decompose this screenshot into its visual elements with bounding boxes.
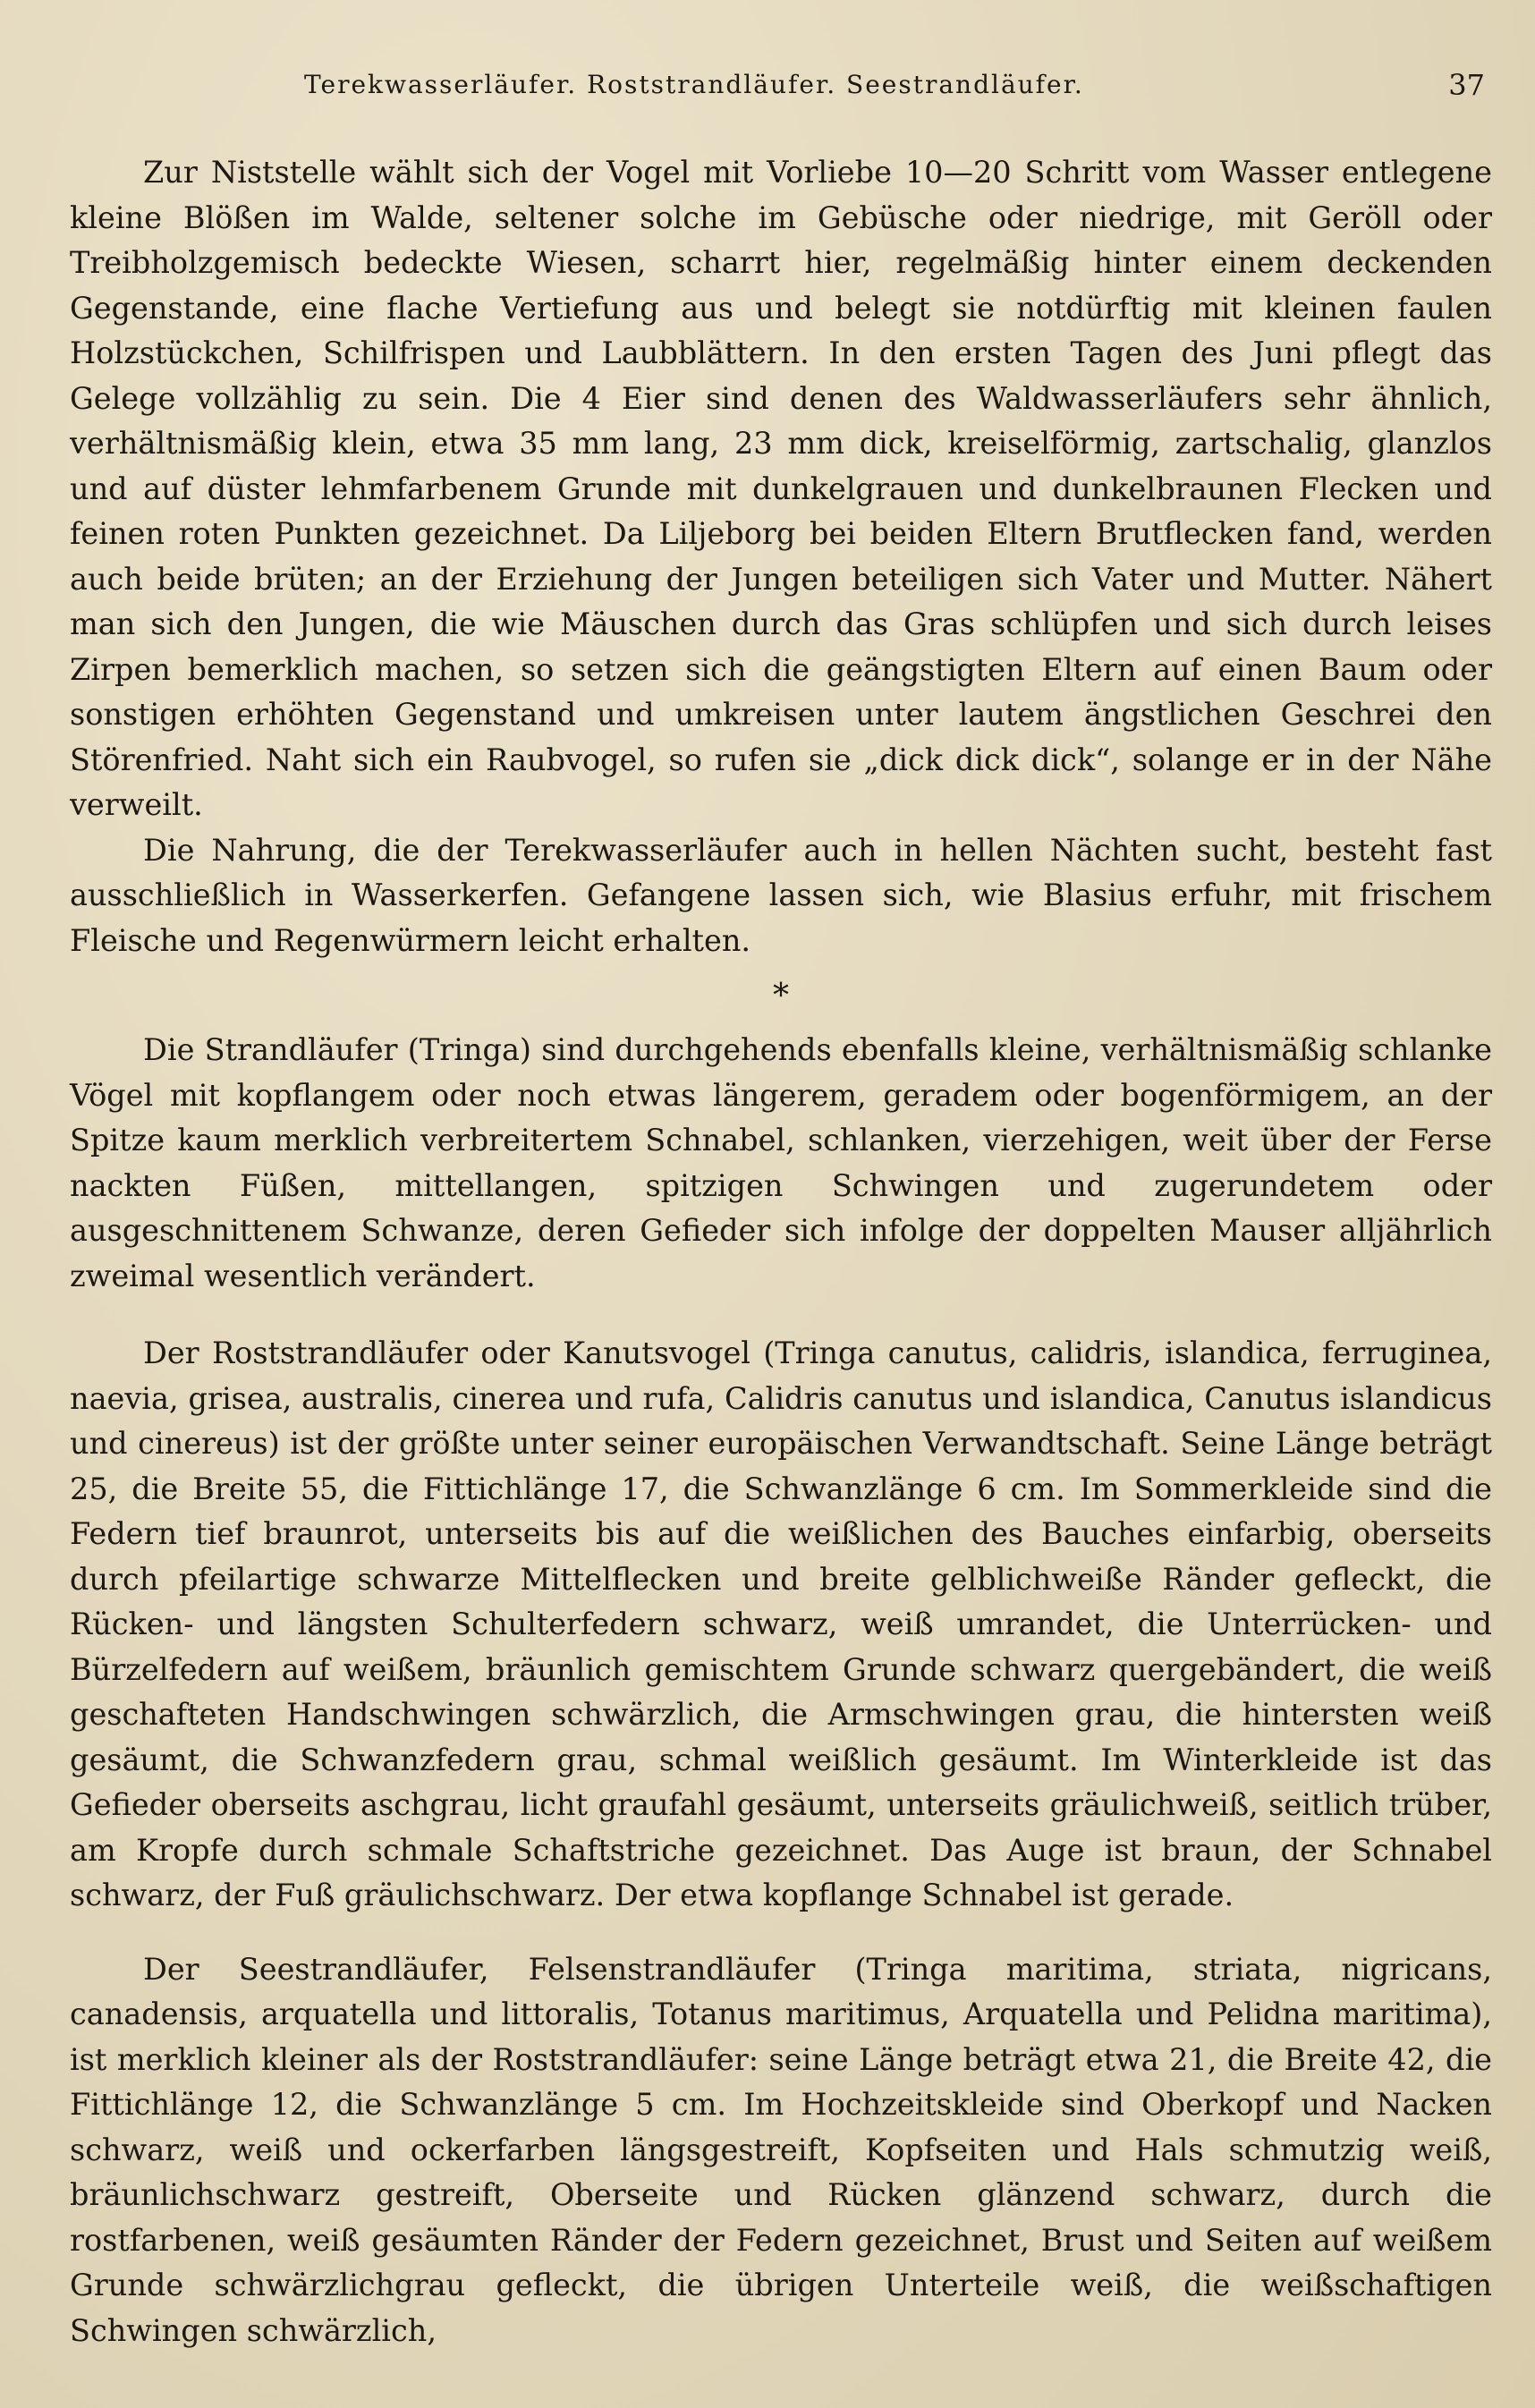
paragraph-seestrandlaeufer: Der Seestrandläufer, Felsenstrandläufer (Tringa maritima, striata, nigricans, canadensis, arquatella und littoralis, Totanus maritimus, Arquatella und Pelidna maritima), ist merklich kleiner als der Roststrandläufer: seine Länge beträgt etwa 21, die Breite 42, die Fittichlänge 12, die Schwanzlänge 5 cm. Im Hochzeitskleide sind Oberkopf und Nacken schwarz, weiß und ockerfarben längsgestreift, Kopfseiten und Hals schmutzig weiß, bräunlichschwarz gestreift, Oberseite und Rücken glänzend schwarz, durch die rostfarbenen, weiß gesäumten Ränder der Federn gezeichnet, Brust und Seiten auf weißem Grunde schwärzlichgrau gefleckt, die übrigen Unterteile weiß, die weißschaftigen Schwingen schwärzlich, — [70, 1951, 1492, 2348]
running-head: Terekwasserläufer. Roststrandläufer. Seestrandläufer. — [304, 70, 1084, 99]
page-body — [70, 150, 1492, 2353]
paragraph-nesting: Zur Niststelle wählt sich der Vogel mit Vorliebe 10—20 Schritt vom Wasser entlegene kleine Blößen im Walde, seltener solche im Gebüsche oder niedrige, mit Geröll oder Treibholzgemisch bedeckte Wiesen, scharrt hier, regelmäßig hinter einem deckenden Gegenstande, eine flache Vertiefung aus und belegt sie notdürftig mit kleinen faulen Holzstückchen, Schilfrispen und Laubblättern. In den ersten Tagen des Juni pflegt das Gelege vollzählig zu sein. Die 4 Eier sind denen des Waldwasserläufers sehr ähnlich, verhältnismäßig klein, etwa 35 mm lang, 23 mm dick, kreiselförmig, zartschalig, glanzlos und auf düster lehmfarbenem Grunde mit dunkelgrauen und dunkelbraunen Flecken und feinen roten Punkten gezeichnet. Da Liljeborg bei beiden Eltern Brutflecken fand, werden auch beide brüten; an der Erziehung der Jungen beteiligen sich Vater und Mutter. Nähert man sich den Jungen, die wie Mäuschen durch das Gras schlüpfen und sich durch leises Zirpen bemerklich machen, so setzen sich die geängstigten Eltern auf einen Baum oder sonstigen erhöhten Gegenstand und umkreisen unter lautem ängstlichen Geschrei den Störenfried. Naht sich ein Raubvogel, so rufen sie „dick dick dick“, solange er in der Nähe verweilt. — [70, 155, 1492, 822]
paragraph-tringa-intro: Die Strandläufer (Tringa) sind durchgehends ebenfalls kleine, verhältnismäßig schlanke Vögel mit kopflangem oder noch etwas längerem, geradem oder bogenförmigem, an der Spitze kaum merklich verbreitertem Schnabel, schlanken, vierzehigen, weit über der Ferse nackten Füßen, mittellangen, spitzigen Schwingen und zugerundetem oder ausgeschnittenem Schwanze, deren Gefieder sich infolge der doppelten Mauser alljährlich zweimal wesentlich verändert. — [70, 1032, 1492, 1293]
spacer — [70, 1299, 1492, 1331]
section-separator: * — [773, 978, 789, 1014]
page-header — [304, 70, 1485, 113]
paragraph-food: Die Nahrung, die der Terekwasserläufer auch in hellen Nächten sucht, besteht fast ausschließlich in Wasserkerfen. Gefangene lassen sich, wie Blasius erfuhr, mit frischem Fleische und Regenwürmern leicht erhalten. — [70, 832, 1492, 958]
page-number: 37 — [1448, 68, 1485, 102]
paragraph-roststrandlaeufer: Der Roststrandläufer oder Kanutsvogel (Tringa canutus, calidris, islandica, ferruginea, naevia, grisea, australis, cinerea und rufa, Calidris canutus und islandica, Canutus islandicus und cinereus) ist der größte unter seiner europäischen Verwandtschaft. Seine Länge beträgt 25, die Breite 55, die Fittichlänge 17, die Schwanzlänge 6 cm. Im Sommerkleide sind die Federn tief braunrot, unterseits bis auf die weißlichen des Bauches einfarbig, oberseits durch pfeilartige schwarze Mittelflecken und breite gelblichweiße Ränder gefleckt, die Rücken- und längsten Schulterfedern schwarz, weiß umrandet, die Unterrücken- und Bürzelfedern auf weißem, bräunlich gemischtem Grunde schwarz quergebändert, die weiß geschafteten Handschwingen schwärzlich, die Armschwingen grau, die hintersten weiß gesäumt, die Schwanzfedern grau, schmal weißlich gesäumt. Im Winterkleide ist das Gefieder oberseits aschgrau, licht graufahl gesäumt, unterseits gräulichweiß, seitlich trüber, am Kropfe durch schmale Schaftstriche gezeichnet. Das Auge ist braun, der Schnabel schwarz, der Fuß gräulichschwarz. Der etwa kopflange Schnabel ist gerade. — [70, 1335, 1492, 1912]
spacer — [70, 1919, 1492, 1947]
